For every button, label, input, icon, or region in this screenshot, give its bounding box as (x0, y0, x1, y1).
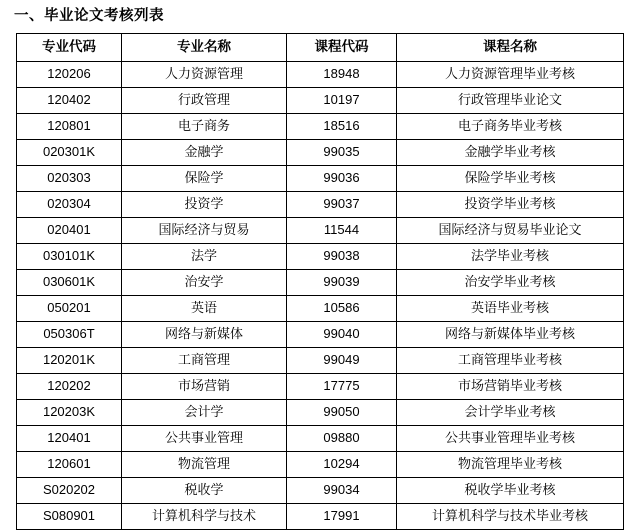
cell-course-code: 09880 (287, 425, 397, 451)
cell-major-code: 120206 (17, 61, 122, 87)
column-header-course-code: 课程代码 (287, 33, 397, 61)
cell-course-code: 10586 (287, 295, 397, 321)
page-title: 一、毕业论文考核列表 (14, 8, 164, 24)
cell-course-code: 99038 (287, 243, 397, 269)
cell-course-name: 工商管理毕业考核 (397, 347, 624, 373)
cell-course-name: 计算机科学与技术毕业考核 (397, 503, 624, 529)
cell-course-name: 电子商务毕业考核 (397, 113, 624, 139)
cell-major-code: 050201 (17, 295, 122, 321)
table-row (17, 347, 624, 373)
cell-course-name: 法学毕业考核 (397, 243, 624, 269)
table-row (17, 165, 624, 191)
table-row (17, 477, 624, 503)
cell-course-name: 英语毕业考核 (397, 295, 624, 321)
table-row (17, 399, 624, 425)
column-header-major-code: 专业代码 (17, 33, 122, 61)
cell-major-code: 020301K (17, 139, 122, 165)
cell-course-code: 99050 (287, 399, 397, 425)
cell-course-name: 人力资源管理毕业考核 (397, 61, 624, 87)
column-header-major-name: 专业名称 (122, 33, 287, 61)
cell-major-name: 国际经济与贸易 (122, 217, 287, 243)
cell-major-name: 投资学 (122, 191, 287, 217)
cell-major-code: 120202 (17, 373, 122, 399)
table-row (17, 113, 624, 139)
cell-course-code: 99037 (287, 191, 397, 217)
cell-course-name: 金融学毕业考核 (397, 139, 624, 165)
cell-course-code: 99034 (287, 477, 397, 503)
cell-course-name: 行政管理毕业论文 (397, 87, 624, 113)
cell-major-name: 公共事业管理 (122, 425, 287, 451)
column-header-course-name: 课程名称 (397, 33, 624, 61)
cell-course-code: 17775 (287, 373, 397, 399)
table-row (17, 139, 624, 165)
cell-course-code: 99039 (287, 269, 397, 295)
table-header-row (17, 33, 624, 61)
cell-major-name: 税收学 (122, 477, 287, 503)
cell-course-code: 99049 (287, 347, 397, 373)
cell-major-name: 电子商务 (122, 113, 287, 139)
cell-course-name: 会计学毕业考核 (397, 399, 624, 425)
cell-major-code: 020304 (17, 191, 122, 217)
table-row (17, 451, 624, 477)
cell-course-code: 99035 (287, 139, 397, 165)
table-row (17, 243, 624, 269)
cell-course-name: 保险学毕业考核 (397, 165, 624, 191)
cell-course-code: 18948 (287, 61, 397, 87)
cell-major-code: 050306T (17, 321, 122, 347)
cell-course-name: 市场营销毕业考核 (397, 373, 624, 399)
cell-major-name: 金融学 (122, 139, 287, 165)
table-row (17, 425, 624, 451)
cell-course-code: 99036 (287, 165, 397, 191)
cell-major-name: 英语 (122, 295, 287, 321)
cell-major-name: 行政管理 (122, 87, 287, 113)
cell-major-code: 120201K (17, 347, 122, 373)
cell-major-code: 120402 (17, 87, 122, 113)
cell-major-code: S020202 (17, 477, 122, 503)
cell-course-code: 17991 (287, 503, 397, 529)
cell-course-name: 投资学毕业考核 (397, 191, 624, 217)
table-row (17, 295, 624, 321)
cell-course-name: 公共事业管理毕业考核 (397, 425, 624, 451)
cell-major-name: 会计学 (122, 399, 287, 425)
cell-course-name: 治安学毕业考核 (397, 269, 624, 295)
cell-course-code: 99040 (287, 321, 397, 347)
cell-major-name: 保险学 (122, 165, 287, 191)
cell-major-code: S080901 (17, 503, 122, 529)
cell-major-name: 人力资源管理 (122, 61, 287, 87)
cell-course-code: 18516 (287, 113, 397, 139)
cell-major-code: 120401 (17, 425, 122, 451)
table-row (17, 269, 624, 295)
cell-course-code: 10294 (287, 451, 397, 477)
cell-major-name: 治安学 (122, 269, 287, 295)
cell-course-name: 国际经济与贸易毕业论文 (397, 217, 624, 243)
cell-major-code: 120203K (17, 399, 122, 425)
cell-course-code: 11544 (287, 217, 397, 243)
table-row (17, 503, 624, 529)
table-row (17, 321, 624, 347)
cell-course-name: 网络与新媒体毕业考核 (397, 321, 624, 347)
table-row (17, 87, 624, 113)
cell-major-name: 市场营销 (122, 373, 287, 399)
table-row (17, 191, 624, 217)
cell-course-name: 税收学毕业考核 (397, 477, 624, 503)
cell-course-name: 物流管理毕业考核 (397, 451, 624, 477)
cell-major-name: 网络与新媒体 (122, 321, 287, 347)
table-row (17, 61, 624, 87)
cell-course-code: 10197 (287, 87, 397, 113)
cell-major-name: 法学 (122, 243, 287, 269)
cell-major-code: 020303 (17, 165, 122, 191)
cell-major-code: 030101K (17, 243, 122, 269)
table-body (17, 61, 624, 529)
cell-major-code: 120601 (17, 451, 122, 477)
table-row (17, 217, 624, 243)
cell-major-code: 020401 (17, 217, 122, 243)
table-row (17, 373, 624, 399)
cell-major-name: 物流管理 (122, 451, 287, 477)
cell-major-name: 工商管理 (122, 347, 287, 373)
graduation-thesis-table (16, 33, 624, 530)
cell-major-name: 计算机科学与技术 (122, 503, 287, 529)
cell-major-code: 120801 (17, 113, 122, 139)
cell-major-code: 030601K (17, 269, 122, 295)
